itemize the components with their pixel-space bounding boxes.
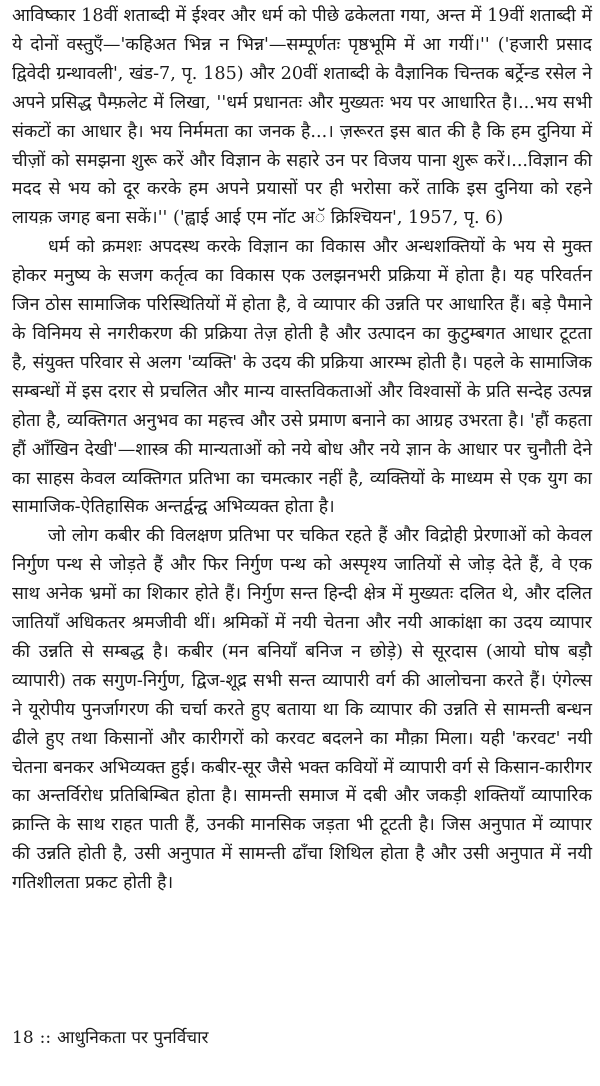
paragraph-3: जो लोग कबीर की विलक्षण प्रतिभा पर चकित रहते हैं और विद्रोही प्रेरणाओं को केवल निर्गुण पन्थ से जोड़ते हैं और फिर निर्गुण पन्थ को अस्पृश्य जातियों से जोड़ देते हैं, वे एक साथ अनेक भ्रमों का शिकार होते हैं। निर्गुण सन्त हिन्दी क्षेत्र में मुख्यतः दलित थे, और दलित जातियाँ अधिकतर श्रमजीवी थीं। श्रमिकों में नयी चेतना और नयी आकांक्षा का उदय व्यापार की उन्नति से सम्बद्ध है। कबीर (मन बनियाँ बनिज न छोड़े) से सूरदास (आयो घोष बड़ौ व्यापारी) तक सगुण-निर्गुण, द्विज-शूद्र सभी सन्त व्यापारी वर्ग की आलोचना करते हैं। एंगेल्स ने यूरोपीय पुनर्जागरण की चर्चा करते हुए बताया था कि व्यापार की उन्नति से सामन्ती बन्धन ढीले हुए तथा किसानों और कारीगरों को करवट बदलने का मौक़ा मिला। यही 'करवट' नयी चेतना बनकर अभिव्यक्त हुई। कबीर-सूर जैसे भक्त कवियों में व्यापारी वर्ग से किसान-कारीगर का अन्तर्विरोध प्रतिबिम्बित होता है। सामन्ती समाज में दबी और जकड़ी शक्तियाँ व्यापारिक क्रान्ति के साथ राहत पाती हैं, उनकी मानसिक जड़ता भी टूटती है। जिस अनुपात में व्यापार की उन्नति होती है, उसी अनुपात में सामन्ती ढाँचा शिथिल होता है और उसी अनुपात में नयी गतिशीलता प्रकट होती है। [12, 526, 592, 894]
paragraph-1: आविष्कार 18वीं शताब्दी में ईश्वर और धर्म को पीछे ढकेलता गया, अन्त में 19वीं शताब्दी में ये दोनों वस्तुएँ—'कहिअत भिन्न न भिन्न'—सम्पूर्णतः पृष्ठभूमि में आ गयीं।'' ('हजारी प्रसाद द्विवेदी ग्रन्थावली', खंड-7, पृ. 185) और 20वीं शताब्दी के वैज्ञानिक चिन्तक बर्ट्रेन्ड रसेल ने अपने प्रसिद्ध पैम्फ़लेट में लिखा, ''धर्म प्रधानतः और मुख्यतः भय पर आधारित है।...भय सभी संकटों का आधार है। भय निर्ममता का जनक है...। ज़रूरत इस बात की है कि हम दुनिया में चीज़ों को समझना शुरू करें और विज्ञान के सहारे उन पर विजय पाना शुरू करें।...विज्ञान की मदद से भय को दूर करके हम अपने प्रयासों पर ही भरोसा करें ताकि इस दुनिया को रहने लायक़ जगह बना सकें।'' ('ह्वाई आई एम नॉट अॅ क्रिश्चियन', 1957, पृ. 6) [12, 6, 592, 229]
paragraph-2: धर्म को क्रमशः अपदस्थ करके विज्ञान का विकास और अन्धशक्तियों के भय से मुक्त होकर मनुष्य के सजग कर्तृत्व का विकास एक उलझनभरी प्रक्रिया में होता है। यह परिवर्तन जिन ठोस सामाजिक परिस्थितियों में होता है, वे व्यापार की उन्नति पर आधारित हैं। बड़े पैमाने के विनिमय से नगरीकरण की प्रक्रिया तेज़ होती है और उत्पादन का कुटुम्बगत आधार टूटता है, संयुक्त परिवार से अलग 'व्यक्ति' के उदय की प्रक्रिया आरम्भ होती है। पहले के सामाजिक सम्बन्धों में इस दरार से प्रचलित और मान्य वास्तविकताओं और विश्वासों के प्रति सन्देह उत्पन्न होता है, व्यक्तिगत अनुभव का महत्त्व और उसे प्रमाण बनाने का आग्रह उभरता है। 'हौं कहता हौं आँखिन देखी'—शास्त्र की मान्यताओं को नये बोध और नये ज्ञान के आधार पर चुनौती देने का साहस केवल व्यक्तिगत प्रतिभा का चमत्कार नहीं है, व्यक्तियों के माध्यम से एक युग का सामाजिक-ऐतिहासिक अन्तर्द्वन्द्व अभिव्यक्त होता है। [12, 237, 592, 518]
body-text [12, 2, 592, 898]
running-title: आधुनिकता पर पुनर्विचार [57, 1028, 209, 1048]
footer-separator: :: [39, 1028, 52, 1048]
page-number: 18 [12, 1028, 34, 1048]
page-footer [12, 1026, 208, 1050]
